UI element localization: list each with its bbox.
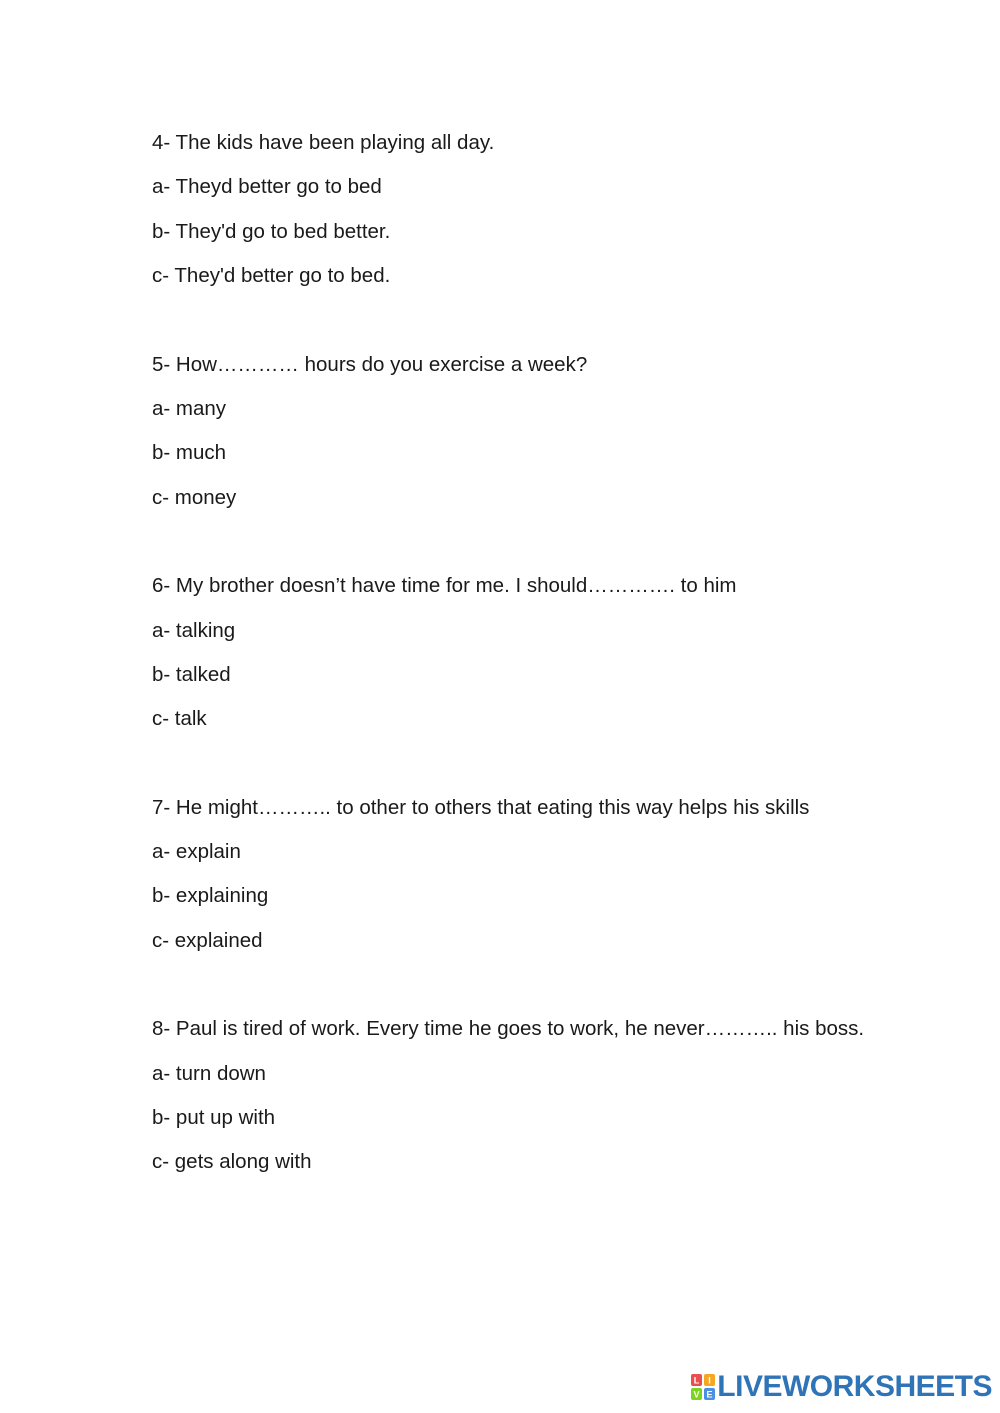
option-b[interactable]: b- explaining xyxy=(152,884,269,908)
svg-text:L: L xyxy=(694,1375,700,1386)
option-c[interactable]: c- money xyxy=(152,485,237,509)
question-5 xyxy=(152,343,952,521)
question-8 xyxy=(152,1007,952,1185)
question-prompt: 4- The kids have been playing all day. xyxy=(152,131,495,154)
svg-text:V: V xyxy=(693,1389,700,1400)
brand-name: LIVEWORKSHEETS xyxy=(717,1370,992,1403)
option-a[interactable]: a- talking xyxy=(152,618,236,642)
option-c[interactable]: c- explained xyxy=(152,928,263,952)
liveworksheets-logo-icon xyxy=(690,1373,716,1401)
question-7 xyxy=(152,786,952,964)
question-prompt: 7- He might……….. to other to others that eating this way helps his skills xyxy=(152,795,810,819)
option-a[interactable]: a- many xyxy=(152,396,227,420)
question-6 xyxy=(152,564,952,742)
question-4 xyxy=(152,121,952,299)
option-b[interactable]: b- They'd go to bed better. xyxy=(152,219,391,243)
option-a[interactable]: a- Theyd better go to bed xyxy=(152,175,382,199)
option-b[interactable]: b- talked xyxy=(152,662,231,686)
worksheet xyxy=(152,121,952,1229)
svg-text:I: I xyxy=(708,1375,712,1386)
question-prompt: 5- How………… hours do you exercise a week? xyxy=(152,352,588,376)
question-prompt: 6- My brother doesn’t have time for me. I should…………. to him xyxy=(152,574,737,598)
liveworksheets-brand xyxy=(690,1369,992,1405)
option-c[interactable]: c- talk xyxy=(152,707,207,731)
option-a[interactable]: a- explain xyxy=(152,840,241,864)
question-prompt: 8- Paul is tired of work. Every time he goes to work, he never……….. his boss. xyxy=(152,1017,865,1041)
option-c[interactable]: c- gets along with xyxy=(152,1150,312,1174)
option-b[interactable]: b- put up with xyxy=(152,1106,276,1130)
svg-text:E: E xyxy=(706,1389,713,1400)
option-b[interactable]: b- much xyxy=(152,441,227,465)
option-c[interactable]: c- They'd better go to bed. xyxy=(152,264,391,288)
option-a[interactable]: a- turn down xyxy=(152,1061,266,1085)
